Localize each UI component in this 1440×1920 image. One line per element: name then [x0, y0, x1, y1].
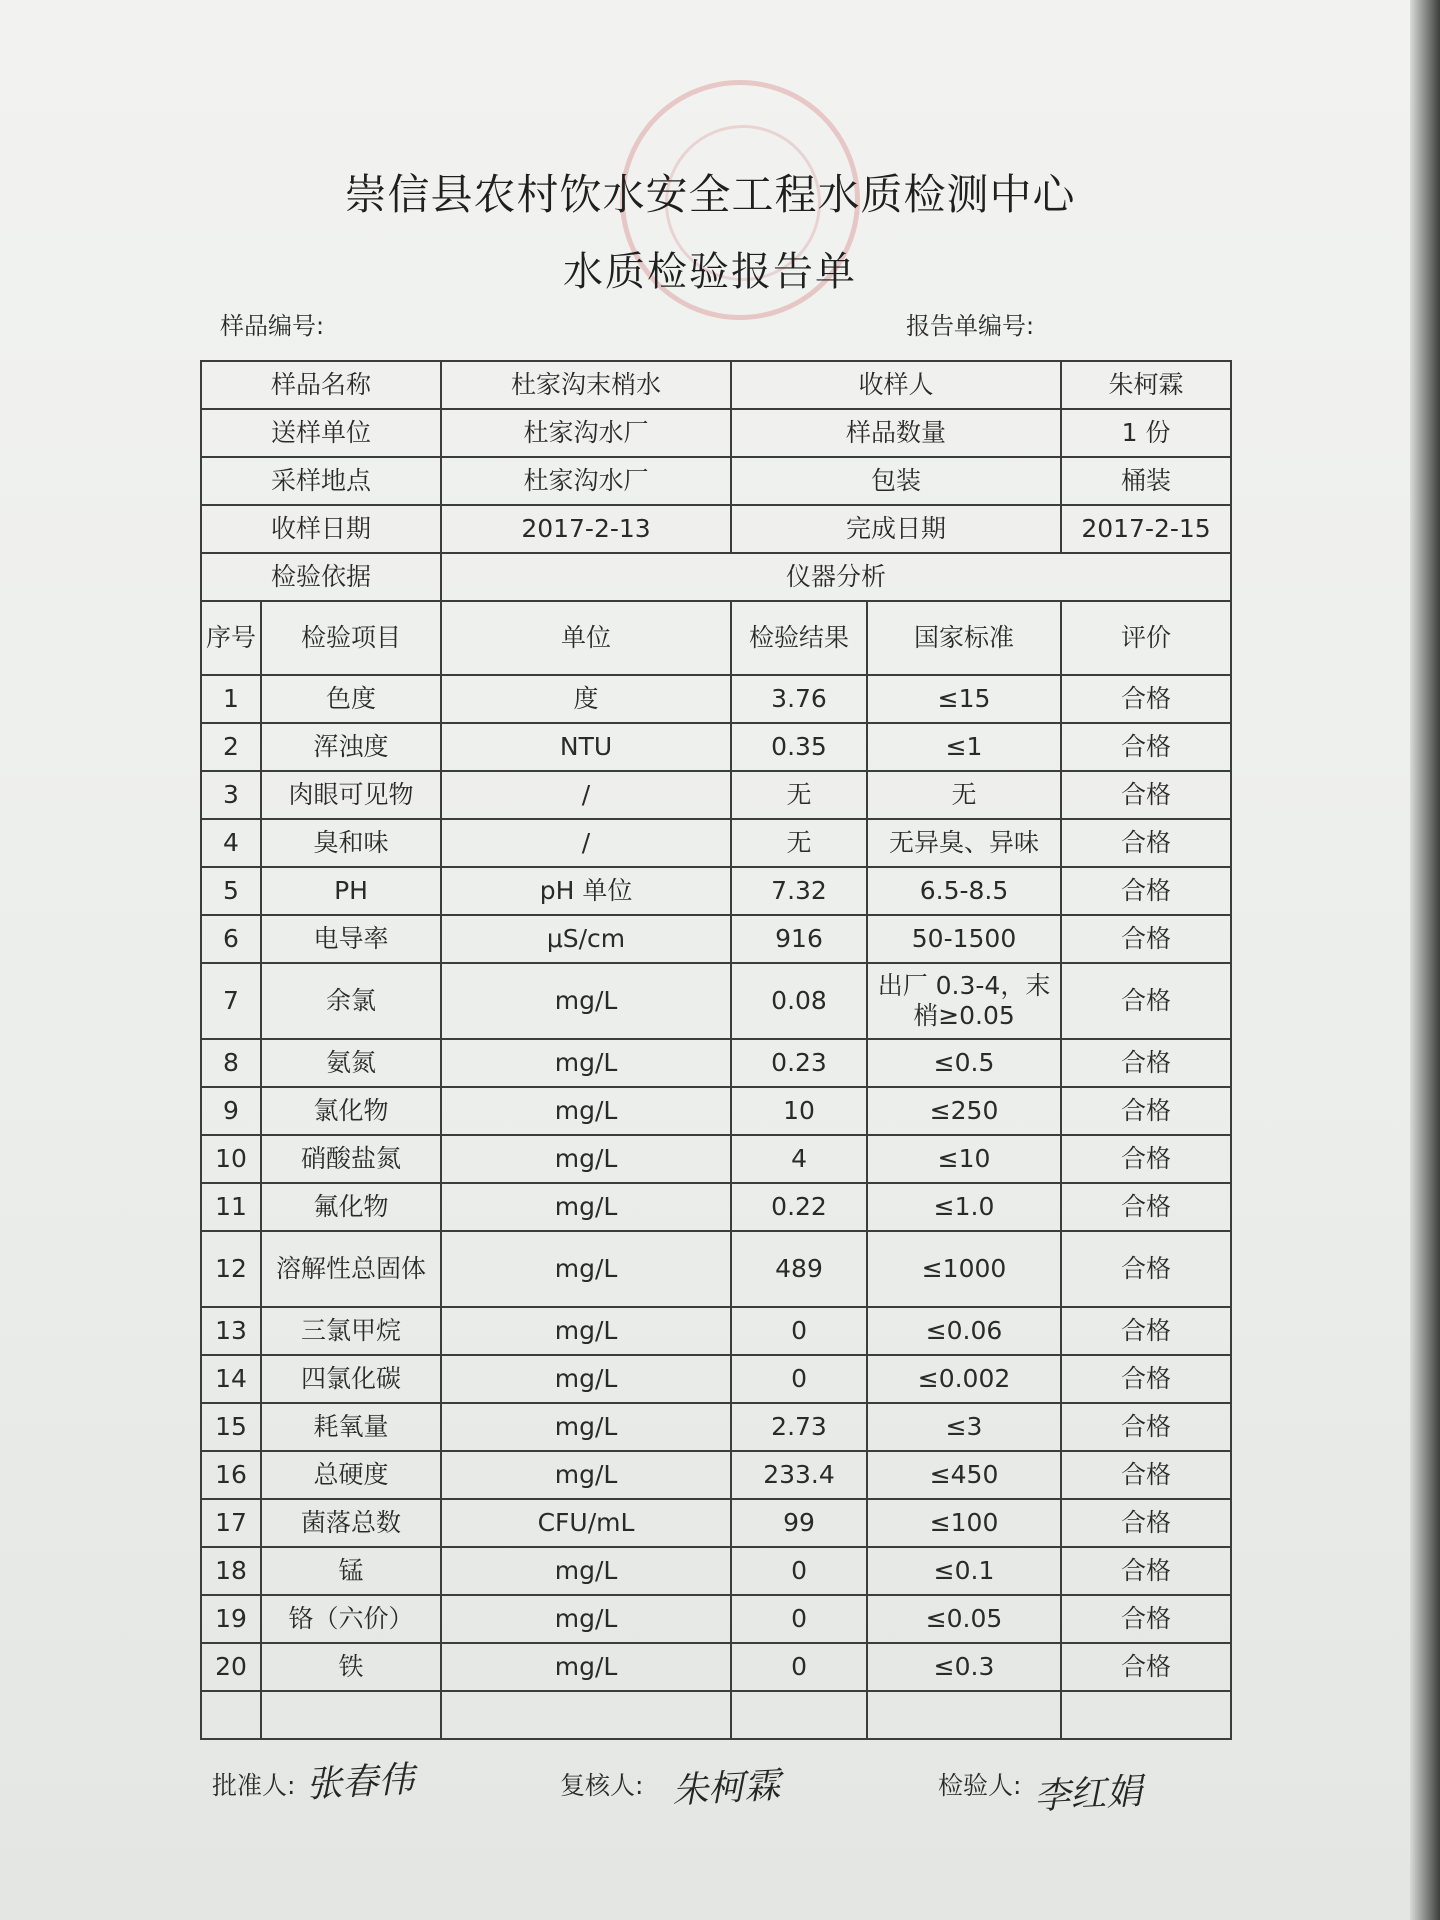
cell-result: 0.23: [731, 1039, 867, 1087]
cell-unit: mg/L: [441, 963, 731, 1039]
report-table: [200, 360, 1232, 1740]
blank-cell: [731, 1691, 867, 1739]
location-label: 采样地点: [201, 457, 441, 505]
cell-eval: 合格: [1061, 1231, 1231, 1307]
cell-no: 9: [201, 1087, 261, 1135]
package-label: 包装: [731, 457, 1061, 505]
package-value: 桶装: [1061, 457, 1231, 505]
receiver-label: 收样人: [731, 361, 1061, 409]
cell-no: 20: [201, 1643, 261, 1691]
cell-standard: ≤0.05: [867, 1595, 1061, 1643]
cell-standard: ≤250: [867, 1087, 1061, 1135]
cell-unit: mg/L: [441, 1039, 731, 1087]
cell-item: 铬（六价）: [261, 1595, 441, 1643]
cell-standard: ≤15: [867, 675, 1061, 723]
org-title: 崇信县农村饮水安全工程水质检测中心: [344, 170, 1076, 219]
cell-eval: 合格: [1061, 915, 1231, 963]
cell-no: 15: [201, 1403, 261, 1451]
cell-eval: 合格: [1061, 1547, 1231, 1595]
header-item: 检验项目: [261, 601, 441, 675]
cell-unit: mg/L: [441, 1231, 731, 1307]
info-row: [201, 409, 1231, 457]
cell-result: 0.35: [731, 723, 867, 771]
cell-result: 489: [731, 1231, 867, 1307]
cell-eval: 合格: [1061, 1135, 1231, 1183]
cell-result: 0: [731, 1307, 867, 1355]
cell-standard: ≤450: [867, 1451, 1061, 1499]
cell-unit: pH 单位: [441, 867, 731, 915]
cell-item: 铁: [261, 1643, 441, 1691]
receiver-value: 朱柯霖: [1061, 361, 1231, 409]
table-row: [201, 771, 1231, 819]
cell-eval: 合格: [1061, 1183, 1231, 1231]
cell-unit: mg/L: [441, 1403, 731, 1451]
cell-standard: ≤1000: [867, 1231, 1061, 1307]
table-header-row: [201, 601, 1231, 675]
cell-item: 硝酸盐氮: [261, 1135, 441, 1183]
cell-eval: 合格: [1061, 1307, 1231, 1355]
cell-item: 电导率: [261, 915, 441, 963]
blank-cell: [867, 1691, 1061, 1739]
cell-eval: 合格: [1061, 675, 1231, 723]
cell-unit: mg/L: [441, 1643, 731, 1691]
cell-item: 余氯: [261, 963, 441, 1039]
cell-unit: NTU: [441, 723, 731, 771]
cell-unit: 度: [441, 675, 731, 723]
reviewer-signature: 朱柯霖: [671, 1765, 782, 1812]
cell-item: 总硬度: [261, 1451, 441, 1499]
cell-eval: 合格: [1061, 1451, 1231, 1499]
inspector-signature: 李红娟: [1033, 1771, 1144, 1818]
sample-name-value: 杜家沟末梢水: [441, 361, 731, 409]
table-row: [201, 1355, 1231, 1403]
blank-cell: [261, 1691, 441, 1739]
cell-result: 3.76: [731, 675, 867, 723]
cell-eval: 合格: [1061, 1039, 1231, 1087]
cell-unit: mg/L: [441, 1183, 731, 1231]
cell-standard: 无异臭、异味: [867, 819, 1061, 867]
cell-standard: ≤10: [867, 1135, 1061, 1183]
approver-signature: 张春伟: [305, 1759, 416, 1806]
cell-result: 2.73: [731, 1403, 867, 1451]
blank-cell: [1061, 1691, 1231, 1739]
cell-no: 18: [201, 1547, 261, 1595]
table-row: [201, 1595, 1231, 1643]
table-row: [201, 723, 1231, 771]
table-row: [201, 1499, 1231, 1547]
cell-no: 2: [201, 723, 261, 771]
basis-value: 仪器分析: [441, 553, 1231, 601]
finish-date-value: 2017-2-15: [1061, 505, 1231, 553]
cell-eval: 合格: [1061, 963, 1231, 1039]
cell-no: 5: [201, 867, 261, 915]
cell-no: 7: [201, 963, 261, 1039]
cell-standard: 出厂 0.3-4，末梢≥0.05: [867, 963, 1061, 1039]
cell-no: 4: [201, 819, 261, 867]
cell-item: 肉眼可见物: [261, 771, 441, 819]
approver-label: 批准人:: [212, 1771, 296, 1800]
cell-item: 溶解性总固体: [261, 1231, 441, 1307]
sender-value: 杜家沟水厂: [441, 409, 731, 457]
cell-unit: mg/L: [441, 1087, 731, 1135]
info-row: [201, 505, 1231, 553]
cell-result: 0: [731, 1643, 867, 1691]
sender-label: 送样单位: [201, 409, 441, 457]
cell-item: 三氯甲烷: [261, 1307, 441, 1355]
cell-result: 4: [731, 1135, 867, 1183]
header-result: 检验结果: [731, 601, 867, 675]
cell-item: PH: [261, 867, 441, 915]
table-row: [201, 1403, 1231, 1451]
header-standard: 国家标准: [867, 601, 1061, 675]
table-row: [201, 1039, 1231, 1087]
cell-standard: ≤0.3: [867, 1643, 1061, 1691]
cell-result: 0: [731, 1547, 867, 1595]
cell-item: 氯化物: [261, 1087, 441, 1135]
cell-no: 6: [201, 915, 261, 963]
table-row: [201, 675, 1231, 723]
cell-standard: ≤0.1: [867, 1547, 1061, 1595]
report-number-label: 报告单编号:: [906, 312, 1035, 340]
table-row: [201, 1183, 1231, 1231]
cell-item: 氟化物: [261, 1183, 441, 1231]
sample-number-label: 样品编号:: [220, 312, 325, 340]
cell-result: 0: [731, 1595, 867, 1643]
cell-unit: mg/L: [441, 1307, 731, 1355]
cell-item: 四氯化碳: [261, 1355, 441, 1403]
cell-unit: mg/L: [441, 1451, 731, 1499]
info-row: [201, 361, 1231, 409]
cell-result: 0.08: [731, 963, 867, 1039]
cell-standard: ≤1.0: [867, 1183, 1061, 1231]
cell-standard: 6.5-8.5: [867, 867, 1061, 915]
cell-standard: 50-1500: [867, 915, 1061, 963]
cell-result: 916: [731, 915, 867, 963]
cell-result: 233.4: [731, 1451, 867, 1499]
cell-item: 氨氮: [261, 1039, 441, 1087]
table-row: [201, 1087, 1231, 1135]
table-row: [201, 1135, 1231, 1183]
table-row: [201, 1451, 1231, 1499]
cell-eval: 合格: [1061, 1403, 1231, 1451]
sample-name-label: 样品名称: [201, 361, 441, 409]
cell-item: 浑浊度: [261, 723, 441, 771]
cell-no: 14: [201, 1355, 261, 1403]
cell-standard: ≤0.002: [867, 1355, 1061, 1403]
cell-eval: 合格: [1061, 1499, 1231, 1547]
cell-result: 7.32: [731, 867, 867, 915]
table-row: [201, 1307, 1231, 1355]
basis-label: 检验依据: [201, 553, 441, 601]
cell-unit: CFU/mL: [441, 1499, 731, 1547]
receive-date-value: 2017-2-13: [441, 505, 731, 553]
cell-no: 17: [201, 1499, 261, 1547]
cell-unit: μS/cm: [441, 915, 731, 963]
blank-cell: [201, 1691, 261, 1739]
cell-eval: 合格: [1061, 1355, 1231, 1403]
cell-no: 13: [201, 1307, 261, 1355]
quantity-label: 样品数量: [731, 409, 1061, 457]
cell-unit: mg/L: [441, 1595, 731, 1643]
header-no: 序号: [201, 601, 261, 675]
cell-result: 99: [731, 1499, 867, 1547]
reviewer-label: 复核人:: [560, 1771, 644, 1800]
cell-no: 3: [201, 771, 261, 819]
cell-no: 1: [201, 675, 261, 723]
cell-eval: 合格: [1061, 867, 1231, 915]
cell-no: 11: [201, 1183, 261, 1231]
cell-no: 16: [201, 1451, 261, 1499]
header-unit: 单位: [441, 601, 731, 675]
cell-result: 10: [731, 1087, 867, 1135]
cell-eval: 合格: [1061, 723, 1231, 771]
cell-eval: 合格: [1061, 771, 1231, 819]
cell-no: 19: [201, 1595, 261, 1643]
table-row: [201, 915, 1231, 963]
table-row: [201, 1231, 1231, 1307]
quantity-value: 1 份: [1061, 409, 1231, 457]
cell-item: 耗氧量: [261, 1403, 441, 1451]
finish-date-label: 完成日期: [731, 505, 1061, 553]
cell-eval: 合格: [1061, 819, 1231, 867]
report-title: 水质检验报告单: [563, 249, 857, 295]
cell-result: 0: [731, 1355, 867, 1403]
inspector-label: 检验人:: [938, 1771, 1022, 1800]
cell-unit: /: [441, 771, 731, 819]
blank-section: [201, 1691, 1231, 1739]
cell-standard: ≤3: [867, 1403, 1061, 1451]
blank-cell: [441, 1691, 731, 1739]
table-row: [201, 819, 1231, 867]
cell-unit: mg/L: [441, 1547, 731, 1595]
table-row: [201, 1547, 1231, 1595]
table-row: [201, 1643, 1231, 1691]
cell-item: 臭和味: [261, 819, 441, 867]
cell-standard: ≤100: [867, 1499, 1061, 1547]
cell-no: 10: [201, 1135, 261, 1183]
cell-eval: 合格: [1061, 1643, 1231, 1691]
cell-result: 无: [731, 819, 867, 867]
location-value: 杜家沟水厂: [441, 457, 731, 505]
cell-standard: ≤0.5: [867, 1039, 1061, 1087]
table-row: [201, 867, 1231, 915]
cell-item: 锰: [261, 1547, 441, 1595]
table-row: [201, 963, 1231, 1039]
results-section: [201, 675, 1231, 1691]
info-row: [201, 553, 1231, 601]
cell-standard: ≤1: [867, 723, 1061, 771]
blank-row: [201, 1691, 1231, 1739]
cell-result: 0.22: [731, 1183, 867, 1231]
cell-standard: 无: [867, 771, 1061, 819]
cell-unit: /: [441, 819, 731, 867]
cell-standard: ≤0.06: [867, 1307, 1061, 1355]
receive-date-label: 收样日期: [201, 505, 441, 553]
info-row: [201, 457, 1231, 505]
cell-unit: mg/L: [441, 1135, 731, 1183]
cell-unit: mg/L: [441, 1355, 731, 1403]
header-eval: 评价: [1061, 601, 1231, 675]
cell-no: 12: [201, 1231, 261, 1307]
cell-no: 8: [201, 1039, 261, 1087]
cell-eval: 合格: [1061, 1087, 1231, 1135]
cell-item: 菌落总数: [261, 1499, 441, 1547]
cell-result: 无: [731, 771, 867, 819]
cell-item: 色度: [261, 675, 441, 723]
cell-eval: 合格: [1061, 1595, 1231, 1643]
info-section: [201, 361, 1231, 675]
